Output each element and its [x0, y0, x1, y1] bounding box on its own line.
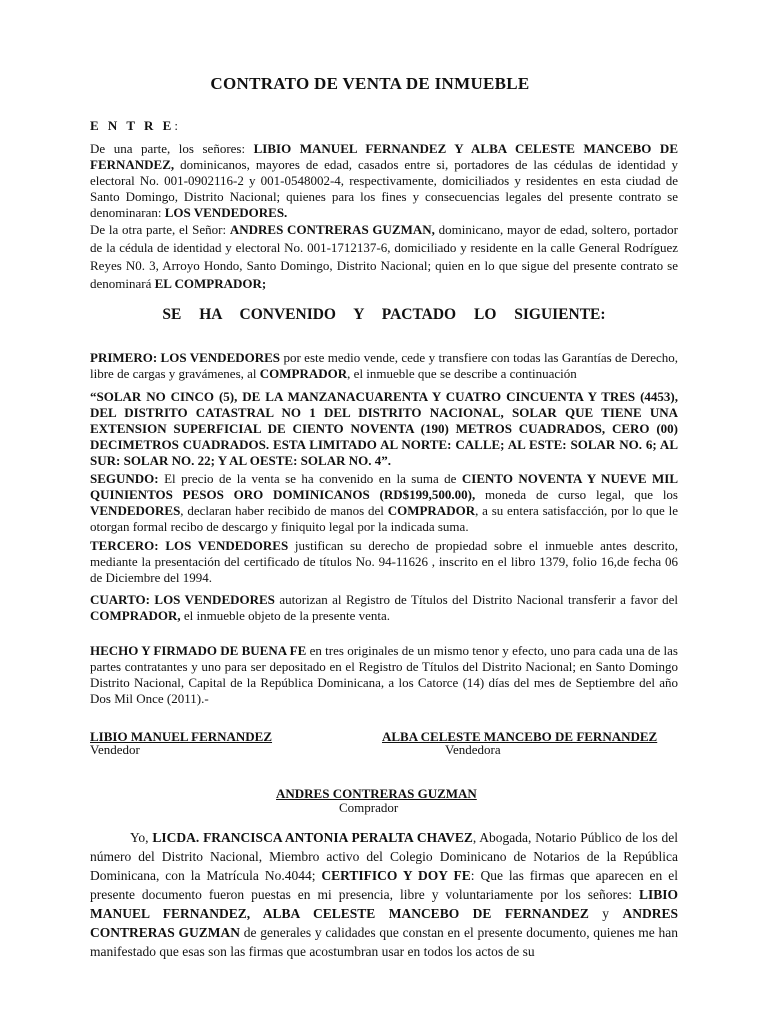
notary-text4: de generales y calidades que constan en el presente documento, quienes me han manifestado que esas son las firmas que acostumbran usar en todos los actos de su [90, 925, 678, 959]
clause-primero [90, 350, 678, 382]
parte-vendedores-paragraph [90, 141, 678, 221]
vendedores-names: LIBIO MANUEL FERNANDEZ Y ALBA CELESTE MANCEBO DE FERNANDEZ, [90, 141, 678, 172]
hecho-paragraph [90, 643, 678, 707]
signature-vendedor-1: LIBIO MANUEL FERNANDEZ [90, 729, 273, 744]
section-heading: SE HA CONVENIDO Y PACTADO LO SIGUIENTE: [162, 306, 606, 323]
entre-line [90, 118, 678, 134]
sale-amount: CIENTO NOVENTA Y NUEVE MIL QUINIENTOS PESOS ORO DOMINICANOS (RD$199,500.00), [90, 471, 679, 502]
comprador-role: EL COMPRADOR; [154, 276, 267, 291]
segundo-label: SEGUNDO: [90, 471, 159, 486]
clause-segundo [90, 471, 678, 535]
segundo-text4: , a su entera satisfacción, por lo que le otorgan formal recibo de descargo y finiquito legal por la indicada suma. [90, 503, 678, 534]
cuarto-comprador: COMPRADOR, [90, 608, 181, 623]
notary-intro: Yo, [130, 830, 153, 845]
segundo-text2: moneda de curso legal, que los [475, 487, 678, 502]
vendedores-role: LOS VENDEDORES. [164, 205, 288, 220]
signature-vendedor-2: ALBA CELESTE MANCEBO DE FERNANDEZ [382, 729, 658, 744]
notary-text1: , Abogada, Notario Público de los del número del Distrito Nacional, Miembro activo del Colegio Dominicano de Notarios de la República Dominicana, con la Matrícula No.4044; [90, 830, 679, 883]
cuarto-label: CUARTO: LOS VENDEDORES [90, 592, 275, 607]
parte2-intro: De la otra parte, el Señor: [90, 222, 230, 237]
primero-text1: por este medio vende, cede y transfiere con todas las Garantías de Derecho, libre de cargas y gravámenes, al [90, 350, 678, 381]
notary-names-vendedores: LIBIO MANUEL FERNANDEZ, ALBA CELESTE MANCEBO DE FERNANDEZ [90, 887, 678, 921]
property-description: “SOLAR NO CINCO (5), DE LA MANZANACUARENTA Y CUATRO CINCUENTA Y TRES (4453), DEL DISTRITO CATASTRAL NO 1 DEL DISTRITO NACIONAL, SOLAR QUE TIENE UNA EXTENSION SUPERFICIAL DE CIENTO NOVENTA (190) METROS CUADRADOS, CERO (00) DECIMETROS CUADRADOS. ESTA LIMITADO AL NORTE: CALLE; AL ESTE: SOLAR NO. 6; AL SUR: SOLAR NO. 22; Y AL OESTE: SOLAR NO. 4”. [90, 389, 678, 468]
tercero-text: justifican su derecho de propiedad sobre el inmueble antes descrito, mediante la presentación del certificado de títulos No. 94-11626 , inscrito en el libro 1379, folio 16,de fecha 06 de Diciembre del 1994. [90, 538, 678, 585]
notary-names-comprador: ANDRES CONTRERAS GUZMAN [90, 906, 678, 940]
notary-text2: : Que las firmas que aparecen en el presente documento fueron puestas en mi presencia, libre y voluntariamente por los señores: [90, 868, 678, 902]
tercero-label: TERCERO: LOS VENDEDORES [90, 538, 289, 553]
clause-cuarto [90, 592, 678, 624]
notary-certification [90, 828, 678, 961]
segundo-comprador: COMPRADOR [387, 503, 476, 518]
primero-comprador: COMPRADOR [259, 366, 348, 381]
primero-label: PRIMERO: LOS VENDEDORES [90, 350, 281, 365]
notary-certifico: CERTIFICO Y DOY FE [321, 868, 471, 883]
hecho-label: HECHO Y FIRMADO DE BUENA FE [90, 643, 307, 658]
notary-text3: y [588, 906, 623, 921]
notary-name: LICDA. FRANCISCA ANTONIA PERALTA CHAVEZ [152, 830, 473, 845]
parte1-intro: De una parte, los señores: [90, 141, 254, 156]
signature-comprador-role: Comprador [339, 800, 399, 815]
signature-vendedor-2-role: Vendedora [445, 742, 501, 757]
segundo-text3: , declaran haber recibido de manos del [180, 503, 388, 518]
entre-colon: : [174, 118, 178, 133]
comprador-name: ANDRES CONTRERAS GUZMAN, [229, 222, 435, 237]
segundo-text1: El precio de la venta se ha convenido en la suma de [158, 471, 462, 486]
clause-tercero [90, 538, 678, 586]
cuarto-text1: autorizan al Registro de Títulos del Distrito Nacional transferir a favor del [274, 592, 679, 607]
primero-text2: , el inmueble que se describe a continuación [347, 366, 577, 381]
parte1-text: dominicanos, mayores de edad, casados entre si, portadores de las cédulas de identidad y electoral No. 001-0902116-2 y 001-0548002-4, respectivamente, domiciliados y residentes en esta ciudad de Santo Domingo, Distrito Nacional; quienes para los fines y consecuencias legales del presente contrato se denominaran: [90, 157, 678, 220]
signature-comprador: ANDRES CONTRERAS GUZMAN [276, 786, 477, 801]
segundo-vendedores: VENDEDORES [90, 503, 181, 518]
parte2-text: dominicano, mayor de edad, soltero, portador de la cédula de identidad y electoral No. 001-1712137-6, domiciliado y residente en la calle General Rodríguez Reyes N0. 3, Arroyo Hondo, Santo Domingo, Distrito Nacional; quien en lo que sigue del presente contrato se denominará [90, 222, 679, 291]
signature-vendedor-1-role: Vendedor [90, 742, 140, 757]
parte-comprador-paragraph [90, 221, 678, 293]
cuarto-text2: el inmueble objeto de la presente venta. [180, 608, 391, 623]
document-title: CONTRATO DE VENTA DE INMUEBLE [210, 74, 530, 93]
entre-label: E N T R E [90, 118, 175, 133]
hecho-text: en tres originales de un mismo tenor y efecto, uno para cada una de las partes contratantes y uno para ser depositado en el Registro de Títulos del Distrito Nacional; en Santo Domingo Distrito Nacional, Capital de la República Dominicana, a los Catorce (14) días del mes de Septiembre del año Dos Mil Once (2011).- [90, 643, 678, 706]
